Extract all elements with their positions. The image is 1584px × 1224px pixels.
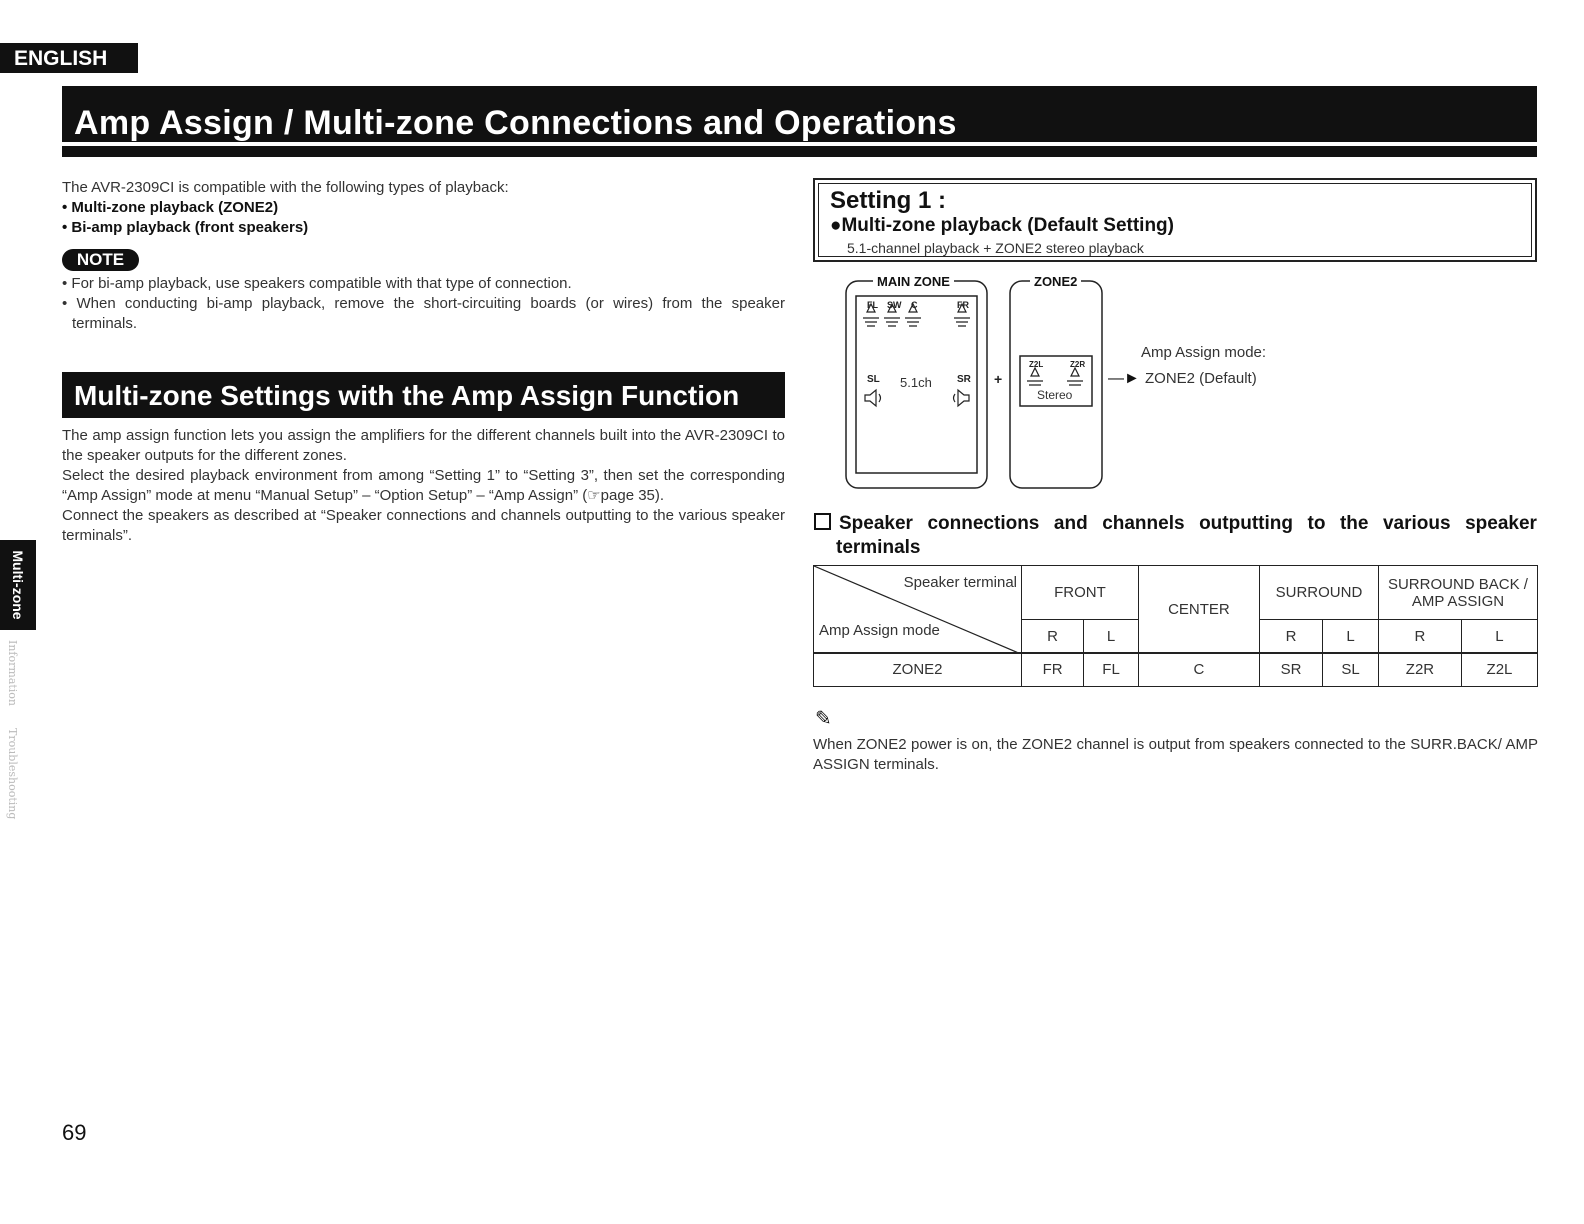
table-corner-cell — [814, 566, 1022, 654]
footnote — [813, 735, 1538, 775]
side-label-information: Information — [6, 640, 19, 707]
setting-title: Setting 1 : — [830, 187, 947, 214]
amp-assign-mode-value: ZONE2 (Default) — [1145, 370, 1257, 387]
checkbox-bullet-icon: Speaker — [814, 512, 913, 536]
header-sub: L — [1323, 620, 1379, 653]
section-subheading: Multi-zone Settings with the Amp Assign Function — [62, 372, 785, 418]
description-block — [62, 426, 785, 546]
setting-subtitle: ●Multi-zone playback (Default Setting) — [830, 215, 1174, 236]
intro-bullet: • Multi-zone playback (ZONE2) — [62, 199, 279, 216]
fr-label: FR — [957, 300, 969, 310]
amp-assign-mode-label: Amp Assign mode: — [1141, 344, 1267, 361]
heading-word: channels — [1102, 513, 1185, 534]
sr-label: SR — [957, 374, 971, 385]
z2r-label: Z2R — [1070, 360, 1086, 369]
note-item: • For bi-amp playback, use speakers compatible with that type of connection. — [62, 275, 572, 292]
stereo-label: Stereo — [1037, 388, 1073, 402]
header-surround: SURROUND — [1259, 566, 1378, 620]
setting-detail: 5.1-channel playback + ZONE2 stereo playback — [847, 240, 1144, 256]
heading-word: terminals — [836, 537, 921, 558]
note-item: • When conducting bi-amp playback, remove the short-circuiting boards (or wires) from the speaker terminals. — [62, 295, 785, 332]
c-label: C — [911, 300, 918, 310]
intro-bullet: • Bi-amp playback (front speakers) — [62, 219, 309, 236]
side-tab-label: Multi-zone — [10, 550, 26, 620]
description-paragraph: The amp assign function lets you assign the amplifiers for the different channels built into the AVR-2309CI to the speaker outputs for the different zones. — [62, 427, 785, 464]
intro-line: The AVR-2309CI is compatible with the following types of playback: — [62, 179, 509, 196]
header-surround-back: SURROUND BACK / AMP ASSIGN — [1378, 566, 1537, 620]
header-sub: R — [1022, 620, 1084, 653]
description-paragraph: Connect the speakers as described at “Speaker connections and channels outputting to the various speaker terminals”. — [62, 507, 785, 544]
table-cell: Z2L — [1461, 653, 1537, 686]
side-tab-multizone — [0, 540, 36, 630]
header-sub: L — [1461, 620, 1537, 653]
main-zone-label: MAIN ZONE — [873, 274, 954, 289]
description-paragraph: Select the desired playback environment from among “Setting 1” to “Setting 3”, then set the corresponding “Amp Assign” mode at menu “Manual Setup” – “Option Setup” – “Amp Assign” (☞page 35). — [62, 467, 785, 504]
fl-label: FL — [867, 300, 878, 310]
setting-box — [813, 178, 1537, 262]
sl-label: SL — [867, 374, 880, 385]
header-sub: R — [1259, 620, 1322, 653]
header-front: FRONT — [1022, 566, 1139, 620]
main-zone-channels: 5.1ch — [900, 375, 932, 390]
heading-word: various — [1382, 513, 1451, 534]
footnote-text: When ZONE2 power is on, the ZONE2 channel is output from speakers connected to the SURR.BACK/ AMP ASSIGN terminals. — [813, 736, 1538, 773]
speaker-terminal-table — [813, 565, 1538, 687]
speaker-connections-heading — [814, 512, 1537, 560]
heading-word: the — [1339, 513, 1369, 534]
heading-word: outputting — [1199, 513, 1293, 534]
zone2-label: ZONE2 — [1030, 274, 1081, 289]
row-label: ZONE2 — [814, 653, 1022, 686]
intro-block — [62, 178, 762, 238]
table-cell: FL — [1084, 653, 1139, 686]
language-tab: ENGLISH — [0, 43, 138, 73]
header-speaker-terminal: Speaker terminal — [903, 574, 1017, 591]
header-sub: R — [1378, 620, 1461, 653]
heading-word: connections — [927, 513, 1040, 534]
page-title: Amp Assign / Multi-zone Connections and Operations — [62, 86, 1537, 142]
sw-label: SW — [887, 300, 902, 310]
heading-word: and — [1053, 513, 1088, 534]
z2l-label: Z2L — [1029, 360, 1044, 369]
note-badge: NOTE — [62, 249, 139, 271]
header-sub: L — [1084, 620, 1139, 653]
table-cell: SR — [1259, 653, 1322, 686]
pencil-icon: ✎ — [815, 708, 832, 730]
table-cell: FR — [1022, 653, 1084, 686]
heading-word: speaker — [1465, 513, 1537, 534]
header-center: CENTER — [1138, 566, 1259, 654]
table-cell: C — [1138, 653, 1259, 686]
title-rule — [62, 146, 1537, 157]
plus-sign: + — [994, 371, 1003, 387]
side-label-troubleshooting: Troubleshooting — [6, 728, 19, 820]
table-row — [814, 653, 1538, 686]
heading-word: to — [1307, 513, 1326, 534]
arrow-right-icon: —► — [1108, 370, 1140, 387]
table-cell: SL — [1323, 653, 1379, 686]
table-cell: Z2R — [1378, 653, 1461, 686]
page-number: 69 — [62, 1120, 87, 1145]
header-amp-assign-mode: Amp Assign mode — [819, 622, 940, 639]
note-list — [62, 274, 785, 334]
